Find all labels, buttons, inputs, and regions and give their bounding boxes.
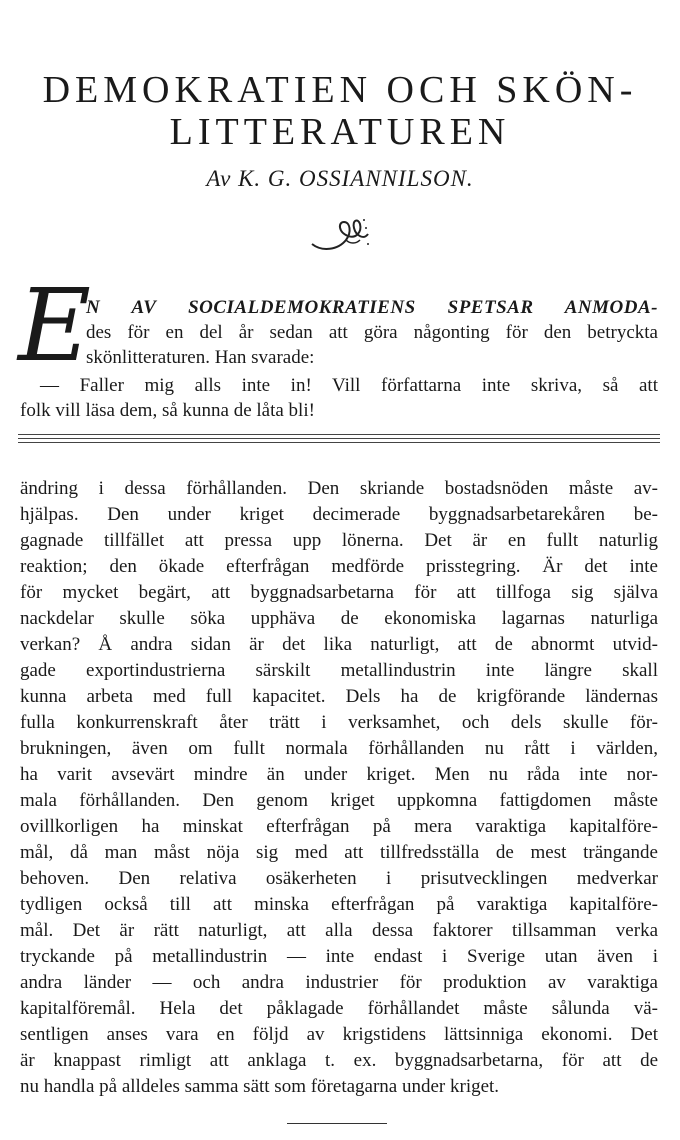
rule-top bbox=[18, 434, 660, 435]
body-line: brukningen, även om fullt normala förhållanden nu rått i världen, bbox=[20, 738, 658, 759]
body-line: gagnade tillfället att pressa upp lönerna. Det är en fullt naturlig bbox=[20, 530, 658, 551]
body-line: ändring i dessa förhållanden. Den skriande bostadsnöden måste av- bbox=[20, 478, 658, 499]
article-title-line-1: DEMOKRATIEN OCH SKÖN- bbox=[42, 69, 638, 111]
rule-bottom bbox=[18, 442, 660, 443]
body-line: mala förhållanden. Den genom kriget uppkomna fattigdomen måste bbox=[20, 790, 658, 811]
body-line: reaktion; den ökade efterfrågan medförde prisstegring. Är det inte bbox=[20, 556, 658, 577]
intro-line-1 bbox=[86, 296, 658, 320]
author-byline: Av K. G. OSSIANNILSON. bbox=[206, 166, 474, 191]
body-line: gade exportindustrierna särskilt metallindustrin inte längre skall bbox=[20, 660, 658, 681]
intro-line-4: — Faller mig alls inte in! Vill författarna inte skriva, så att bbox=[40, 375, 658, 396]
article-title-line-2: LITTERATUREN bbox=[169, 111, 511, 153]
body-line: tydligen också till att minska efterfrågan på varaktiga kapitalföre- bbox=[20, 894, 658, 915]
drop-cap: E bbox=[18, 267, 91, 384]
body-line: ha varit avsevärt mindre än under kriget. Men nu råda inte nor- bbox=[20, 764, 658, 785]
body-line: är knappast rimligt att anklaga t. ex. byggnadsarbetarna, för att de bbox=[20, 1050, 658, 1071]
body-line: fulla konkurrenskraft åter trätt i verksamhet, och dels skulle för- bbox=[20, 712, 658, 733]
body-line: andra länder — och andra industrier för produktion av varaktiga bbox=[20, 972, 658, 993]
body-line: sentligen anses vara en följd av krigstidens lättsinniga ekonomi. Det bbox=[20, 1024, 658, 1045]
body-text bbox=[20, 476, 658, 1100]
body-line: mål. Det är rätt naturligt, att alla dessa faktorer tillsamman verka bbox=[20, 920, 658, 941]
intro-line-5: folk vill läsa dem, så kunna de låta bli! bbox=[20, 400, 315, 421]
body-line: mål, då man måst nöja sig med att tillfredsställa de mest trängande bbox=[20, 842, 658, 863]
body-line: tryckande på metallindustrin — inte endast i Sverige utan även i bbox=[20, 946, 658, 967]
body-line: kapitalföremål. Hela det påklagade förhållandet måste sålunda vä- bbox=[20, 998, 658, 1019]
intro-line-3: skönlitteraturen. Han svarade: bbox=[86, 347, 315, 368]
body-line: ovillkorligen ha minskat efterfrågan på mera varaktiga kapitalföre- bbox=[20, 816, 658, 837]
end-rule bbox=[287, 1123, 387, 1124]
body-line: nu handla på alldeles samma sätt som företagarna under kriget. bbox=[20, 1076, 500, 1097]
rule-middle bbox=[18, 438, 660, 439]
double-rule-divider bbox=[18, 434, 660, 446]
body-line: verkan? Å andra sidan är det lika naturligt, att de abnormt utvid- bbox=[20, 634, 658, 655]
intro-caps-text: N AV SOCIALDEMOKRATIENS SPETSAR ANMODA- bbox=[86, 297, 658, 318]
body-line: nackdelar skulle söka upphäva de ekonomiska lagarnas naturliga bbox=[20, 608, 658, 629]
flourish-ornament-icon bbox=[308, 214, 372, 254]
body-line: för mycket begärt, att byggnadsarbetarna för att tillfoga sig själva bbox=[20, 582, 658, 603]
body-line: behoven. Den relativa osäkerheten i prisutvecklingen medverkar bbox=[20, 868, 658, 889]
body-line: kunna arbeta med full kapacitet. Dels ha de krigförande ländernas bbox=[20, 686, 658, 707]
body-line: hjälpas. Den under kriget decimerade byggnadsarbetarekåren be- bbox=[20, 504, 658, 525]
intro-line-2: des för en del år sedan att göra någonting för den betryckta bbox=[86, 322, 658, 343]
